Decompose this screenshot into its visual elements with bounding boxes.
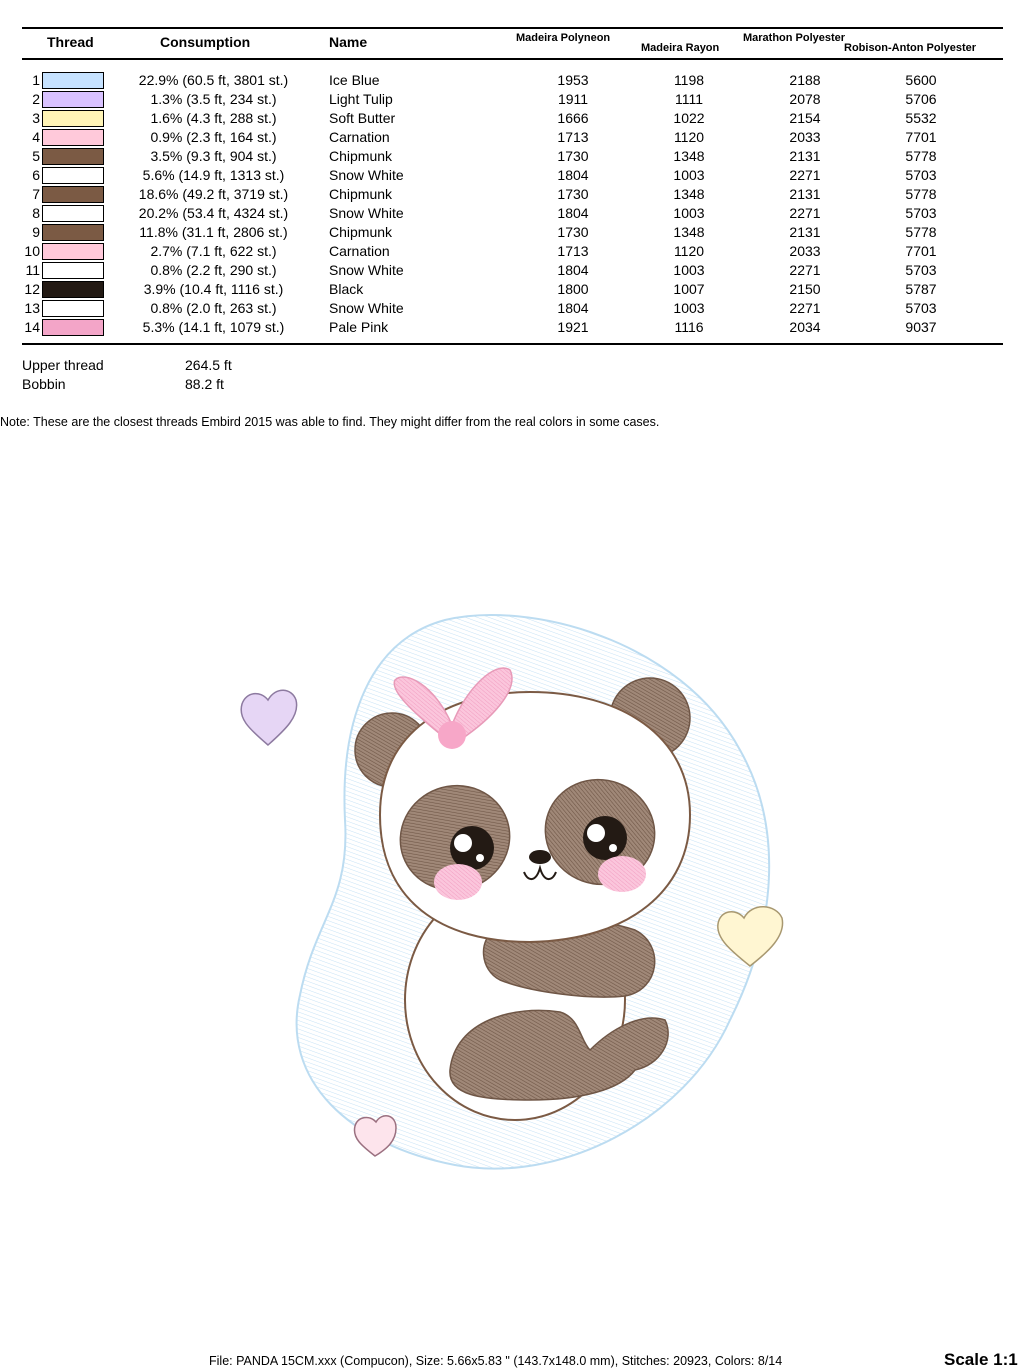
thread-name-cell: Chipmunk	[329, 224, 393, 240]
panda-left-eye-sparkle	[476, 854, 484, 862]
panda-left-blush	[434, 864, 482, 900]
consumption-cell: 1.6% (4.3 ft, 288 st.)	[150, 110, 277, 126]
thread-name-cell: Snow White	[329, 300, 404, 316]
marathon-polyester-cell: 2034	[789, 319, 821, 335]
thread-color-swatch	[42, 205, 104, 222]
robison-anton-cell: 5532	[905, 110, 937, 126]
thread-name-cell: Carnation	[329, 129, 390, 145]
madeira-polyneon-cell: 1800	[557, 281, 589, 297]
panda-right-blush	[598, 856, 646, 892]
robison-anton-cell: 7701	[905, 243, 937, 259]
table-bottom-rule	[22, 343, 1003, 345]
thread-number: 11	[25, 262, 40, 278]
table-row	[0, 242, 1024, 261]
table-row	[0, 166, 1024, 185]
robison-anton-cell: 7701	[905, 129, 937, 145]
marathon-polyester-cell: 2131	[789, 148, 821, 164]
thread-name-cell: Chipmunk	[329, 148, 393, 164]
marathon-polyester-cell: 2188	[789, 72, 821, 88]
table-row	[0, 318, 1024, 337]
madeira-rayon-cell: 1116	[674, 319, 704, 335]
madeira-polyneon-cell: 1804	[557, 262, 589, 278]
robison-anton-cell: 5706	[905, 91, 937, 107]
thread-number: 8	[32, 205, 40, 221]
table-row	[0, 128, 1024, 147]
thread-number: 7	[32, 186, 40, 202]
thread-color-swatch	[42, 72, 104, 89]
pink-bow-knot	[438, 721, 466, 749]
table-row	[0, 223, 1024, 242]
table-row	[0, 109, 1024, 128]
footer-file-info: File: PANDA 15CM.xxx (Compucon), Size: 5.66x5.83 " (143.7x148.0 mm), Stitches: 20923, Colors: 8/14	[209, 1354, 783, 1368]
thread-name-cell: Snow White	[329, 167, 404, 183]
madeira-rayon-cell: 1120	[673, 129, 705, 145]
madeira-rayon-cell: 1198	[673, 72, 705, 88]
consumption-cell: 0.8% (2.0 ft, 263 st.)	[150, 300, 277, 316]
table-row	[0, 147, 1024, 166]
panda-nose	[529, 850, 551, 864]
thread-name-cell: Black	[329, 281, 364, 297]
upper-thread-label: Upper thread	[22, 357, 104, 373]
thread-number: 4	[32, 129, 40, 145]
thread-color-swatch	[42, 186, 104, 203]
table-row	[0, 261, 1024, 280]
thread-number: 10	[24, 243, 40, 259]
marathon-polyester-cell: 2271	[789, 262, 821, 278]
marathon-polyester-cell: 2131	[789, 186, 821, 202]
thread-color-swatch	[42, 319, 104, 336]
madeira-polyneon-cell: 1804	[557, 167, 589, 183]
thread-number: 1	[32, 72, 40, 88]
thread-name-cell: Chipmunk	[329, 186, 393, 202]
madeira-polyneon-cell: 1804	[557, 205, 589, 221]
madeira-rayon-cell: 1348	[673, 148, 705, 164]
marathon-polyester-cell: 2078	[789, 91, 821, 107]
madeira-polyneon-cell: 1730	[557, 148, 589, 164]
madeira-polyneon-cell: 1713	[557, 243, 589, 259]
madeira-polyneon-cell: 1730	[557, 186, 589, 202]
robison-anton-cell: 5703	[905, 300, 937, 316]
robison-anton-cell: 5600	[905, 72, 937, 88]
panda-right-eye-sparkle	[609, 844, 617, 852]
madeira-rayon-cell: 1003	[673, 262, 705, 278]
madeira-polyneon-cell: 1666	[557, 110, 589, 126]
marathon-polyester-cell: 2271	[789, 300, 821, 316]
thread-number: 3	[32, 110, 40, 126]
header-thread: Thread	[47, 34, 94, 50]
thread-color-swatch	[42, 148, 104, 165]
header-robison-anton: Robison-Anton Polyester	[844, 42, 977, 54]
thread-number: 13	[24, 300, 40, 316]
thread-color-swatch	[42, 300, 104, 317]
robison-anton-cell: 5703	[905, 262, 937, 278]
robison-anton-cell: 9037	[905, 319, 937, 335]
madeira-rayon-cell: 1348	[673, 224, 705, 240]
madeira-rayon-cell: 1022	[673, 110, 705, 126]
header-madeira-rayon: Madeira Rayon	[641, 42, 720, 54]
thread-color-swatch	[42, 167, 104, 184]
note-text: Note: These are the closest threads Embird 2015 was able to find. They might differ from the real colors in some cases.	[0, 415, 660, 429]
consumption-cell: 11.8% (31.1 ft, 2806 st.)	[139, 224, 288, 240]
consumption-cell: 3.5% (9.3 ft, 904 st.)	[150, 148, 277, 164]
madeira-polyneon-cell: 1953	[557, 72, 589, 88]
consumption-cell: 20.2% (53.4 ft, 4324 st.)	[138, 205, 289, 221]
thread-name-cell: Pale Pink	[329, 319, 389, 335]
thread-number: 5	[32, 148, 40, 164]
consumption-cell: 0.8% (2.2 ft, 290 st.)	[150, 262, 277, 278]
madeira-polyneon-cell: 1804	[557, 300, 589, 316]
consumption-cell: 18.6% (49.2 ft, 3719 st.)	[138, 186, 289, 202]
marathon-polyester-cell: 2033	[789, 243, 821, 259]
marathon-polyester-cell: 2154	[789, 110, 821, 126]
thread-number: 6	[32, 167, 40, 183]
madeira-rayon-cell: 1003	[673, 167, 705, 183]
madeira-rayon-cell: 1003	[673, 300, 705, 316]
madeira-rayon-cell: 1111	[674, 91, 704, 107]
thread-number: 14	[24, 319, 40, 335]
madeira-polyneon-cell: 1911	[557, 91, 589, 107]
madeira-rayon-cell: 1348	[673, 186, 705, 202]
robison-anton-cell: 5787	[905, 281, 937, 297]
header-madeira-polyneon: Madeira Polyneon	[516, 32, 611, 44]
madeira-rayon-cell: 1007	[673, 281, 705, 297]
thread-number: 2	[32, 91, 40, 107]
marathon-polyester-cell: 2271	[789, 205, 821, 221]
panda-left-eye-shine	[454, 834, 472, 852]
bobbin-label: Bobbin	[22, 376, 66, 392]
thread-number: 12	[24, 281, 40, 297]
robison-anton-cell: 5778	[905, 186, 937, 202]
thread-color-swatch	[42, 243, 104, 260]
consumption-cell: 5.6% (14.9 ft, 1313 st.)	[142, 167, 285, 183]
madeira-polyneon-cell: 1921	[557, 319, 589, 335]
marathon-polyester-cell: 2131	[789, 224, 821, 240]
thread-color-swatch	[42, 129, 104, 146]
table-row	[0, 299, 1024, 318]
thread-color-swatch	[42, 262, 104, 279]
bobbin-value: 88.2 ft	[185, 376, 224, 392]
marathon-polyester-cell: 2150	[789, 281, 821, 297]
marathon-polyester-cell: 2271	[789, 167, 821, 183]
header-consumption: Consumption	[160, 34, 251, 50]
consumption-cell: 2.7% (7.1 ft, 622 st.)	[150, 243, 277, 259]
scale-label: Scale 1:1	[944, 1350, 1018, 1369]
thread-color-swatch	[42, 224, 104, 241]
purple-heart-icon	[241, 690, 297, 745]
upper-thread-value: 264.5 ft	[185, 357, 232, 373]
thread-name-cell: Carnation	[329, 243, 390, 259]
consumption-cell: 3.9% (10.4 ft, 1116 st.)	[143, 281, 284, 297]
header-bottom-rule	[22, 58, 1003, 60]
thread-name-cell: Snow White	[329, 262, 404, 278]
marathon-polyester-cell: 2033	[789, 129, 821, 145]
thread-number: 9	[32, 224, 40, 240]
table-row	[0, 90, 1024, 109]
thread-name-cell: Soft Butter	[329, 110, 396, 126]
thread-name-cell: Snow White	[329, 205, 404, 221]
madeira-rayon-cell: 1003	[673, 205, 705, 221]
table-row	[0, 71, 1024, 90]
robison-anton-cell: 5778	[905, 224, 937, 240]
thread-name-cell: Light Tulip	[329, 91, 393, 107]
table-top-rule	[22, 27, 1003, 29]
table-row	[0, 280, 1024, 299]
header-name: Name	[329, 34, 368, 50]
header-marathon-polyester: Marathon Polyester	[743, 32, 846, 44]
panda-embroidery-design	[230, 600, 800, 1190]
table-row	[0, 185, 1024, 204]
madeira-rayon-cell: 1120	[673, 243, 705, 259]
thread-name-cell: Ice Blue	[329, 72, 380, 88]
consumption-cell: 1.3% (3.5 ft, 234 st.)	[150, 91, 277, 107]
madeira-polyneon-cell: 1730	[557, 224, 589, 240]
panda-right-eye-shine	[587, 824, 605, 842]
consumption-cell: 5.3% (14.1 ft, 1079 st.)	[142, 319, 285, 335]
robison-anton-cell: 5778	[905, 148, 937, 164]
thread-color-swatch	[42, 281, 104, 298]
consumption-cell: 0.9% (2.3 ft, 164 st.)	[150, 129, 277, 145]
robison-anton-cell: 5703	[905, 205, 937, 221]
table-row	[0, 204, 1024, 223]
consumption-cell: 22.9% (60.5 ft, 3801 st.)	[138, 72, 289, 88]
madeira-polyneon-cell: 1713	[557, 129, 589, 145]
robison-anton-cell: 5703	[905, 167, 937, 183]
thread-color-swatch	[42, 110, 104, 127]
pink-heart-icon	[354, 1116, 396, 1156]
thread-color-swatch	[42, 91, 104, 108]
